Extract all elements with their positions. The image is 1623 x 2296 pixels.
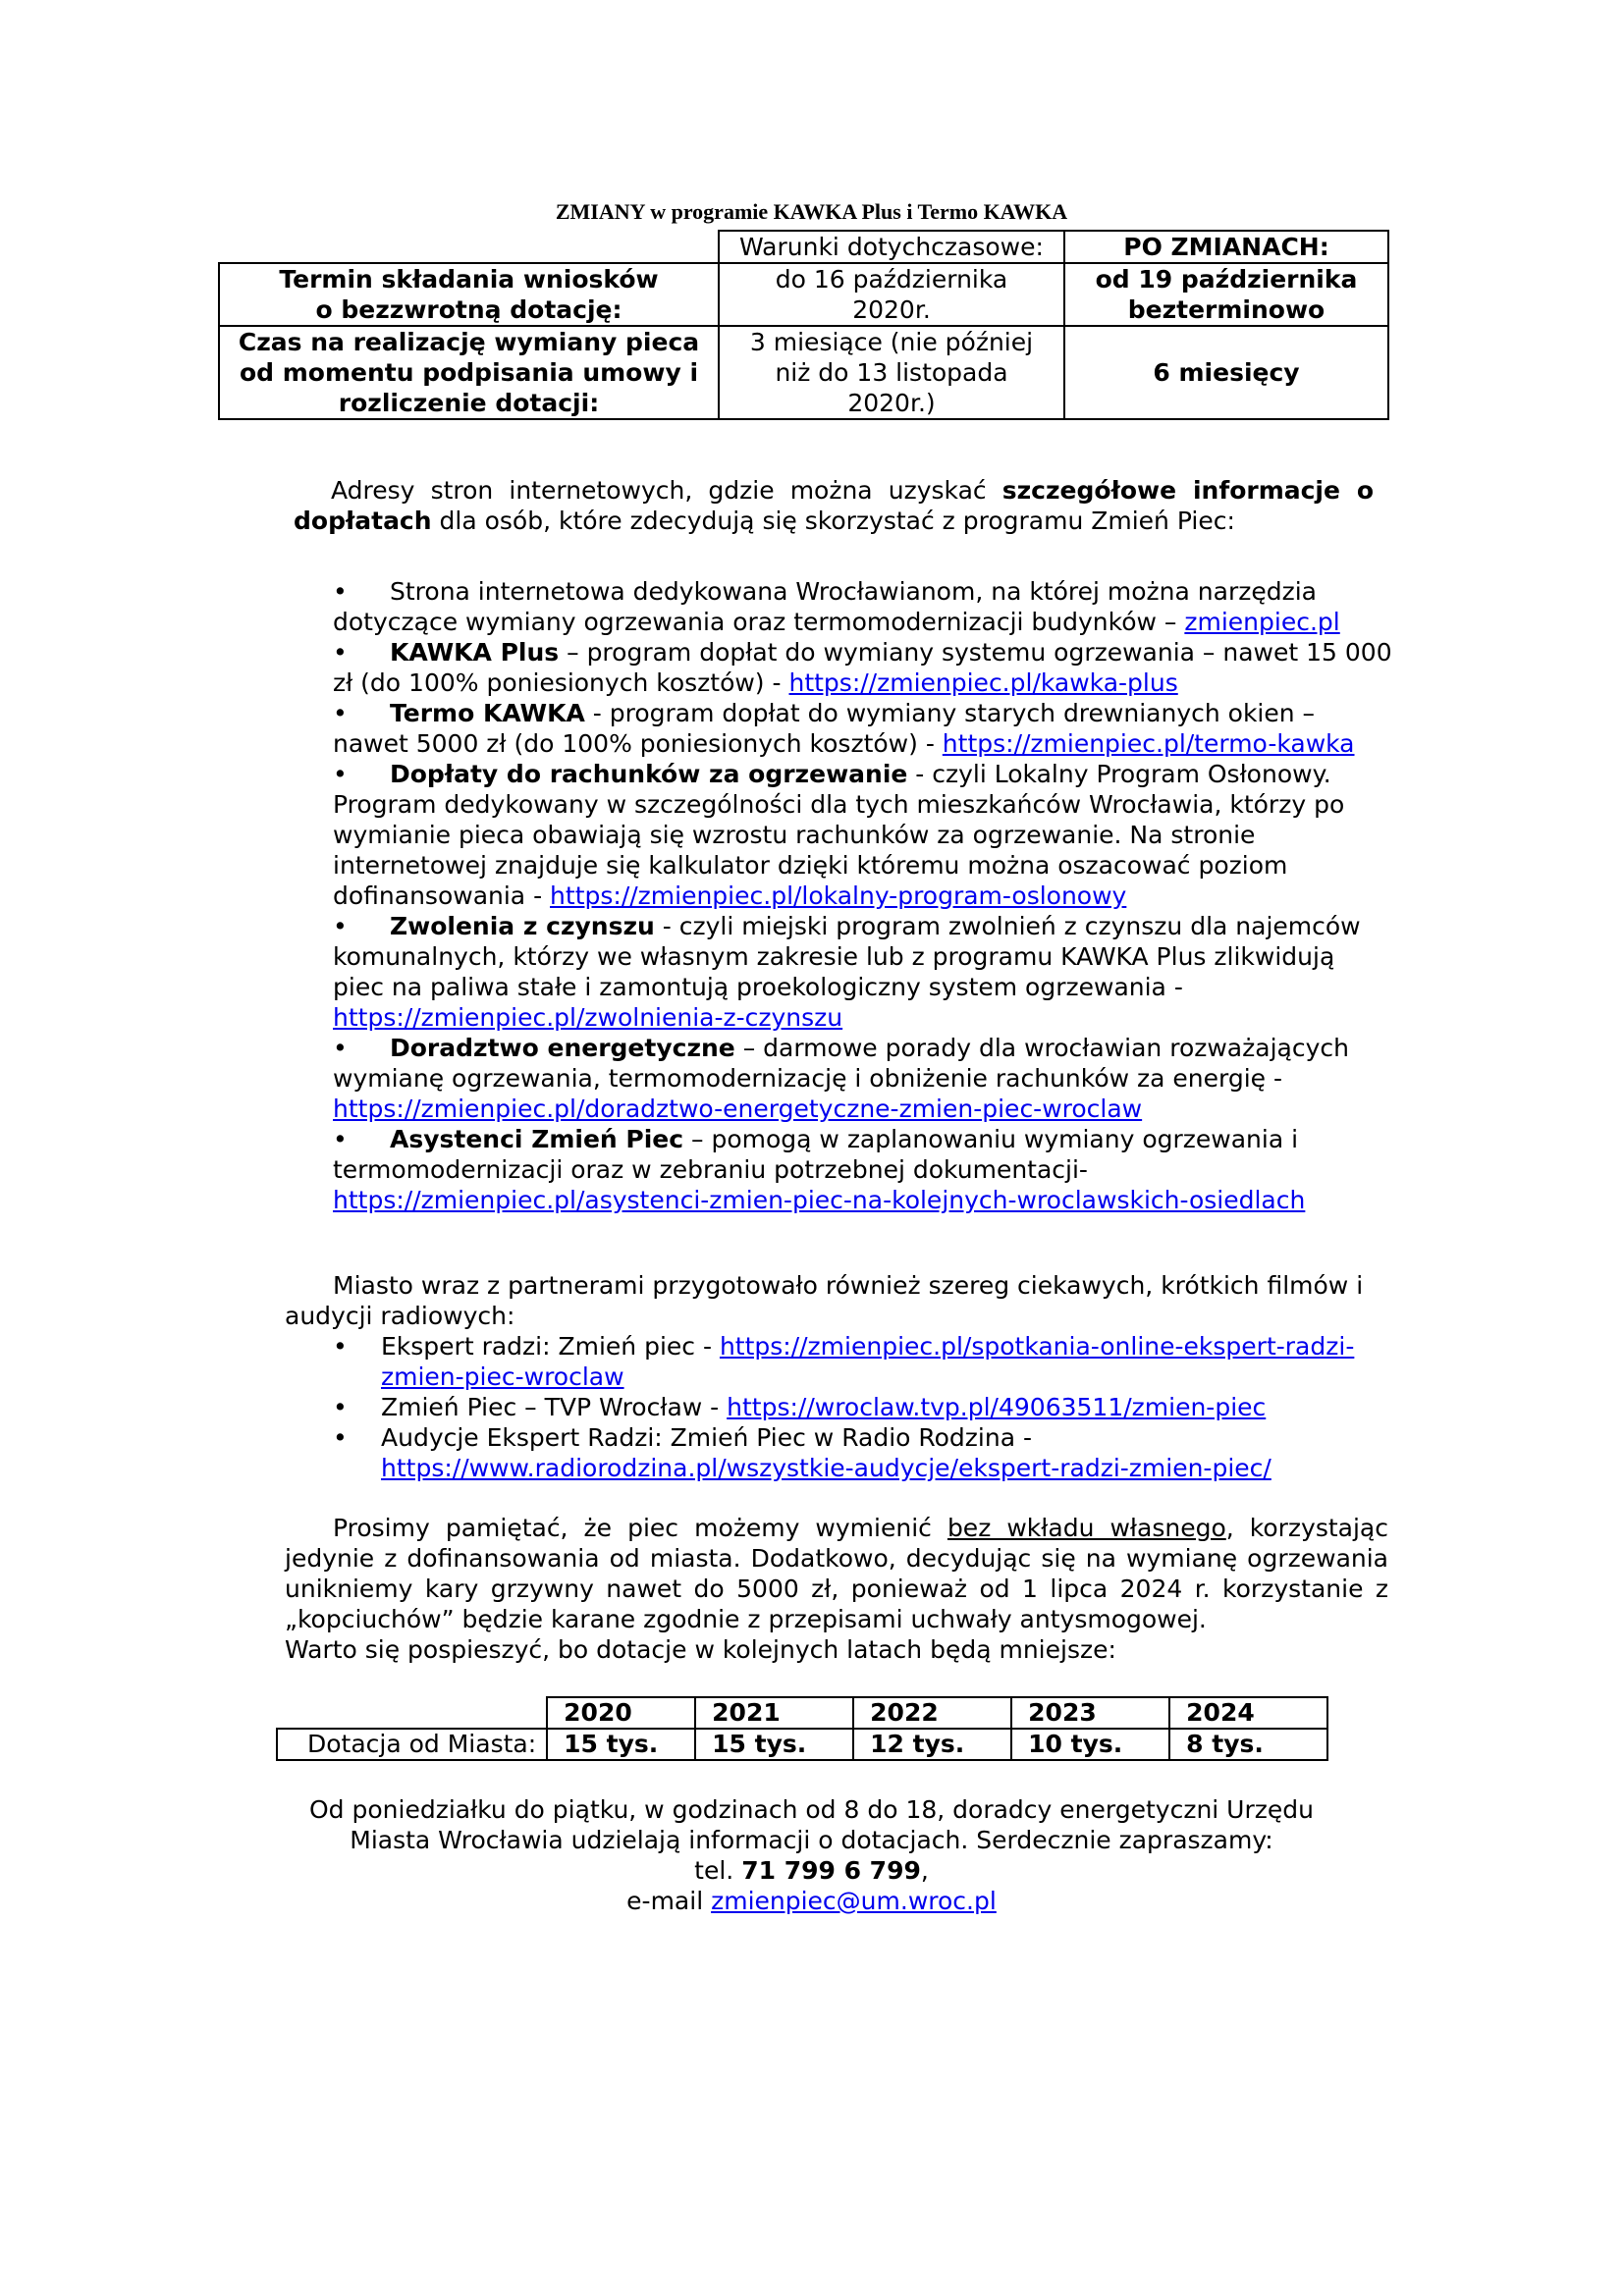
amount-cell: 8 tys. xyxy=(1169,1729,1327,1760)
list-item: • Doradztwo energetyczne – darmowe porady dla wrocławian rozważających wymianę ogrzewania, termomodernizację i obniżenie rachunków za energię - https://zmienpiec.pl/doradztwo-energetyczne-zmien-piec-wroclaw xyxy=(333,1033,1393,1124)
year-cell: 2020 xyxy=(547,1697,695,1729)
link-asystenci[interactable]: https://zmienpiec.pl/asystenci-zmien-piec-na-kolejnych-wroclawskich-osiedlach xyxy=(333,1186,1306,1214)
amount-cell: 10 tys. xyxy=(1011,1729,1169,1760)
list-item: • Termo KAWKA - program dopłat do wymiany starych drewnianych okien – nawet 5000 zł (do 100% poniesionych kosztów) - https://zmienpiec.pl/termo-kawka xyxy=(333,698,1393,759)
year-cell: 2021 xyxy=(695,1697,853,1729)
year-cell: 2023 xyxy=(1011,1697,1169,1729)
amount-cell: 15 tys. xyxy=(695,1729,853,1760)
footer-line: Od poniedziałku do piątku, w godzinach od 8 do 18, doradcy energetyczni Urzędu xyxy=(309,1795,1314,1824)
link-ekspert-radzi[interactable]: https://zmienpiec.pl/spotkania-online-ekspert-radzi-zmien-piec-wroclaw xyxy=(381,1332,1355,1391)
email-line: e-mail zmienpiec@um.wroc.pl xyxy=(626,1887,997,1915)
col-before-header: Warunki dotychczasowe: xyxy=(719,231,1064,263)
contact-footer xyxy=(0,1794,1623,1916)
subsidy-table xyxy=(276,1696,1328,1761)
row-label-subsidy: Dotacja od Miasta: xyxy=(277,1729,547,1760)
row-label-time: Czas na realizację wymiany pieca od momentu podpisania umowy i rozliczenie dotacji: xyxy=(219,326,719,419)
row-label-deadline: Termin składania wniosków o bezzwrotną dotację: xyxy=(219,263,719,326)
phone-number: 71 799 6 799 xyxy=(741,1856,921,1885)
list-item: • Dopłaty do rachunków za ogrzewanie - czyli Lokalny Program Osłonowy. Program dedykowany w szczególności dla tych mieszkańców Wrocławia, którzy po wymianie pieca obawiają się wzrostu rachunków za ogrzewanie. Na stronie internetowej znajduje się kalkulator dzięki któremu można oszacować poziom dofinansowania - https://zmienpiec.pl/lokalny-program-oslonowy xyxy=(333,759,1393,911)
link-lokalny-program[interactable]: https://zmienpiec.pl/lokalny-program-oslonowy xyxy=(550,881,1127,910)
year-cell: 2024 xyxy=(1169,1697,1327,1729)
table-header-row xyxy=(219,231,1388,263)
links-list xyxy=(333,576,1393,1215)
link-radio-rodzina[interactable]: https://www.radiorodzina.pl/wszystkie-audycje/ekspert-radzi-zmien-piec/ xyxy=(381,1454,1271,1482)
row-after-deadline: od 19 października bezterminowo xyxy=(1064,263,1388,326)
link-doradztwo[interactable]: https://zmienpiec.pl/doradztwo-energetyczne-zmien-piec-wroclaw xyxy=(333,1095,1143,1123)
list-item: • KAWKA Plus – program dopłat do wymiany systemu ogrzewania – nawet 15 000 zł (do 100% poniesionych kosztów) - https://zmienpiec.pl/kawka-plus xyxy=(333,637,1393,698)
email-link[interactable]: zmienpiec@um.wroc.pl xyxy=(711,1887,997,1915)
list-item: • Zwolenia z czynszu - czyli miejski program zwolnień z czynszu dla najemców komunalnych, którzy we własnym zakresie lub z programu KAWKA Plus zlikwidują piec na paliwa stałe i zamontują proekologiczny system ogrzewania - https://zmienpiec.pl/zwolnienia-z-czynszu xyxy=(333,911,1393,1033)
phone-line: tel. 71 799 6 799, xyxy=(694,1856,929,1885)
row-before-deadline: do 16 października 2020r. xyxy=(719,263,1064,326)
list-item: • Strona internetowa dedykowana Wrocławianom, na której można narzędzia dotyczące wymiany ogrzewania oraz termomodernizacji budynków – zmienpiec.pl xyxy=(333,576,1393,637)
document-title: ZMIANY w programie KAWKA Plus i Termo KAWKA xyxy=(555,199,1068,224)
list-item: • Audycje Ekspert Radzi: Zmień Piec w Radio Rodzina - https://www.radiorodzina.pl/wszystkie-audycje/ekspert-radzi-zmien-piec/ xyxy=(333,1422,1393,1483)
media-intro: Miasto wraz z partnerami przygotowało również szereg ciekawych, krótkich filmów i audycji radiowych: xyxy=(285,1271,1364,1330)
list-item: • Ekspert radzi: Zmień piec - https://zmienpiec.pl/spotkania-online-ekspert-radzi-zmien-piec-wroclaw xyxy=(333,1331,1393,1392)
link-termo-kawka[interactable]: https://zmienpiec.pl/termo-kawka xyxy=(942,729,1355,758)
table-row xyxy=(219,326,1388,419)
table-row xyxy=(219,263,1388,326)
row-before-time: 3 miesiące (nie później niż do 13 listopada 2020r.) xyxy=(719,326,1064,419)
link-kawka-plus[interactable]: https://zmienpiec.pl/kawka-plus xyxy=(788,668,1178,697)
amounts-row xyxy=(277,1729,1327,1760)
intro-paragraph: Adresy stron internetowych, gdzie można uzyskać szczegółowe informacje o dopłatach dla osób, które zdecydują się skorzystać z programu Zmień Piec: xyxy=(294,476,1375,535)
link-zmienpiec[interactable]: zmienpiec.pl xyxy=(1184,608,1340,636)
changes-table xyxy=(218,230,1389,420)
amount-cell: 12 tys. xyxy=(853,1729,1011,1760)
years-row xyxy=(277,1697,1327,1729)
amount-cell: 15 tys. xyxy=(547,1729,695,1760)
row-after-time: 6 miesięcy xyxy=(1064,326,1388,419)
media-list xyxy=(333,1331,1393,1483)
list-item: • Zmień Piec – TVP Wrocław - https://wroclaw.tvp.pl/49063511/zmien-piec xyxy=(333,1392,1393,1422)
remember-paragraph: Prosimy pamiętać, że piec możemy wymienić bez wkładu własnego, korzystając jedynie z dofinansowania od miasta. Dodatkowo, decydując się na wymianę ogrzewania unikniemy kary grzywny nawet do 5000 zł, ponieważ od 1 lipca 2024 r. korzystanie z „kopciuchów” będzie karane zgodnie z przepisami uchwały antysmogowej. Warto się pospieszyć, bo dotacje w kolejnych latach będą mniejsze: xyxy=(285,1514,1388,1664)
col-after-header: PO ZMIANACH: xyxy=(1064,231,1388,263)
list-item: • Asystenci Zmień Piec – pomogą w zaplanowaniu wymiany ogrzewania i termomodernizacji oraz w zebraniu potrzebnej dokumentacji- https://zmienpiec.pl/asystenci-zmien-piec-na-kolejnych-wroclawskich-osiedlach xyxy=(333,1124,1393,1215)
link-zwolnienia[interactable]: https://zmienpiec.pl/zwolnienia-z-czynszu xyxy=(333,1003,843,1032)
footer-line: Miasta Wrocławia udzielają informacji o dotacjach. Serdecznie zapraszamy: xyxy=(350,1826,1273,1854)
year-cell: 2022 xyxy=(853,1697,1011,1729)
link-tvp-wroclaw[interactable]: https://wroclaw.tvp.pl/49063511/zmien-piec xyxy=(727,1393,1267,1421)
